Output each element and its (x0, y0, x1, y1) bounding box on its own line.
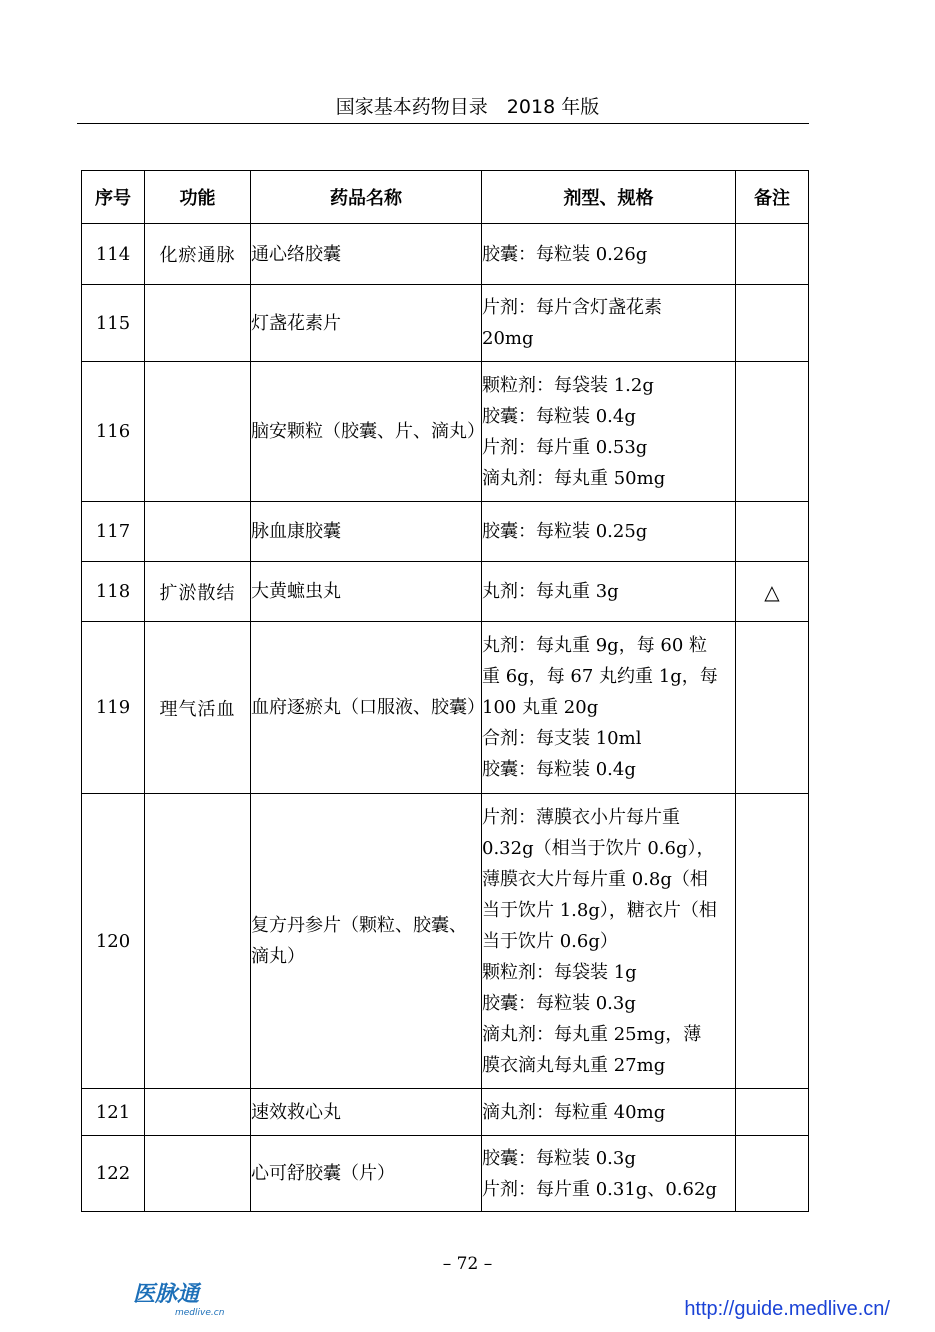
spec-line: 0.32g（相当于饮片 0.6g）， (482, 837, 715, 859)
row-note (736, 1136, 809, 1212)
row-drug-name: 心可舒胶囊（片） (251, 1136, 482, 1212)
row-drug-name: 通心络胶囊 (251, 224, 482, 285)
spec-line: 丸剂：每丸重 9g，每 60 粒 (482, 635, 708, 656)
row-number: 119 (82, 622, 145, 794)
row-dosage-spec (482, 362, 736, 502)
row-function (145, 1136, 251, 1212)
row-note (736, 224, 809, 285)
row-dosage-spec (482, 285, 736, 362)
row-dosage-spec (482, 502, 736, 562)
logo-subtext: medlive.cn (175, 1308, 225, 1318)
spec-line: 颗粒剂：每袋装 1.2g (482, 374, 654, 396)
spec-line: 当于饮片 1.8g），糖衣片（相 (482, 899, 717, 921)
row-dosage-spec (482, 224, 736, 285)
row-note (736, 502, 809, 562)
row-note: △ (736, 562, 809, 622)
row-number: 117 (82, 502, 145, 562)
spec-line: 颗粒剂：每袋装 1g (482, 961, 637, 983)
row-note (736, 622, 809, 794)
row-drug-name: 速效救心丸 (251, 1089, 482, 1136)
spec-line: 片剂：每片含灯盏花素 (482, 297, 662, 318)
row-dosage-spec (482, 562, 736, 622)
page-header-title: 国家基本药物目录 2018 年版 (335, 96, 600, 118)
spec-line: 胶囊：每粒装 0.3g (482, 992, 636, 1014)
row-drug-name: 灯盏花素片 (251, 285, 482, 362)
table-row (82, 794, 809, 1089)
table-row (82, 502, 809, 562)
row-note (736, 285, 809, 362)
row-note (736, 794, 809, 1089)
column-header-function: 功能 (145, 171, 251, 224)
column-header-drug-name: 药品名称 (251, 171, 482, 224)
essential-drug-table (81, 170, 809, 1212)
table-row (82, 362, 809, 502)
row-number: 122 (82, 1136, 145, 1212)
row-note (736, 362, 809, 502)
row-drug-name: 大黄蟅虫丸 (251, 562, 482, 622)
table-body (82, 224, 809, 1212)
row-dosage-spec (482, 794, 736, 1089)
table-row (82, 622, 809, 794)
table-row (82, 1089, 809, 1136)
row-number: 114 (82, 224, 145, 285)
spec-line: 薄膜衣大片每片重 0.8g（相 (482, 868, 708, 890)
spec-line: 胶囊：每粒装 0.25g (482, 521, 648, 542)
row-function (145, 1089, 251, 1136)
row-drug-name: 复方丹参片（颗粒、胶囊、滴丸） (251, 794, 482, 1089)
spec-line: 片剂：每片重 0.53g (482, 436, 648, 458)
column-header-number: 序号 (82, 171, 145, 224)
column-header-dosage-spec: 剂型、规格 (482, 171, 736, 224)
spec-line: 重 6g，每 67 丸约重 1g，每 (482, 666, 718, 687)
page-number: – 72 – (442, 1254, 493, 1274)
spec-line: 胶囊：每粒装 0.3g (482, 1147, 636, 1169)
row-drug-name: 脉血康胶囊 (251, 502, 482, 562)
header-divider (77, 123, 809, 124)
spec-line: 20mg (482, 328, 534, 349)
spec-line: 当于饮片 0.6g） (482, 930, 618, 952)
spec-line: 滴丸剂：每粒重 40mg (482, 1101, 666, 1123)
row-number: 121 (82, 1089, 145, 1136)
spec-line: 胶囊：每粒装 0.26g (482, 243, 648, 265)
table-row (82, 1136, 809, 1212)
row-number: 120 (82, 794, 145, 1089)
row-function (145, 285, 251, 362)
row-dosage-spec (482, 1136, 736, 1212)
table-row (82, 562, 809, 622)
row-function: 理气活血 (145, 622, 251, 794)
spec-line: 胶囊：每粒装 0.4g (482, 405, 636, 427)
row-function (145, 794, 251, 1089)
row-function: 化瘀通脉 (145, 224, 251, 285)
row-dosage-spec (482, 1089, 736, 1136)
table-row (82, 285, 809, 362)
row-number: 115 (82, 285, 145, 362)
spec-line: 滴丸剂：每丸重 25mg，薄 (482, 1023, 702, 1045)
medlive-logo[interactable] (133, 1282, 233, 1322)
spec-line: 100 丸重 20g (482, 697, 599, 718)
row-note (736, 1089, 809, 1136)
spec-line: 滴丸剂：每丸重 50mg (482, 467, 666, 489)
spec-line: 膜衣滴丸每丸重 27mg (482, 1054, 666, 1076)
spec-line: 丸剂：每丸重 3g (482, 581, 619, 602)
row-drug-name: 血府逐瘀丸（口服液、胶囊） (251, 622, 482, 794)
row-drug-name: 脑安颗粒（胶囊、片、滴丸） (251, 362, 482, 502)
row-number: 118 (82, 562, 145, 622)
row-function (145, 502, 251, 562)
spec-line: 胶囊：每粒装 0.4g (482, 759, 636, 780)
spec-line: 合剂：每支装 10ml (482, 728, 642, 749)
spec-line: 片剂：薄膜衣小片每片重 (482, 806, 680, 828)
row-dosage-spec (482, 622, 736, 794)
table-row (82, 224, 809, 285)
row-function: 扩淤散结 (145, 562, 251, 622)
column-header-notes: 备注 (736, 171, 809, 224)
table-header-row (82, 171, 809, 224)
row-function (145, 362, 251, 502)
spec-line: 片剂：每片重 0.31g、0.62g (482, 1178, 717, 1200)
footer-url-link[interactable]: http://guide.medlive.cn/ (684, 1298, 890, 1320)
row-number: 116 (82, 362, 145, 502)
logo-text: 医脉通 (133, 1282, 200, 1307)
